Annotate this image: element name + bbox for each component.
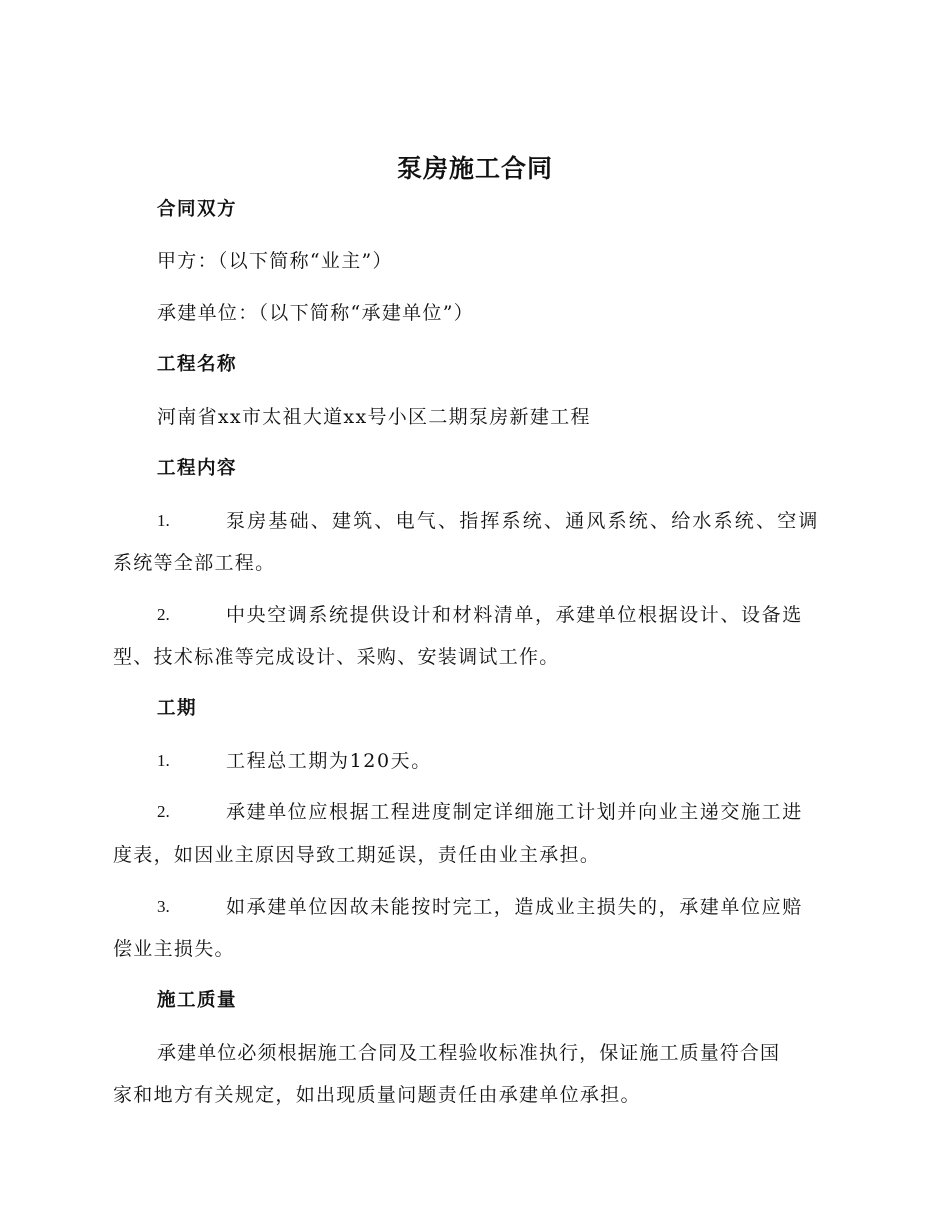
section-heading-project-content: 工程内容 bbox=[157, 458, 238, 479]
item-text-line1: 工程总工期为120天。 bbox=[226, 750, 432, 772]
quality-text-line2: 家和地方有关规定，如出现质量问题责任由承建单位承担。 bbox=[113, 1084, 641, 1106]
item-text-line2: 度表，如因业主原因导致工期延误，责任由业主承担。 bbox=[113, 844, 601, 866]
item-text-line2: 型、技术标准等完成设计、采购、安装调试工作。 bbox=[113, 646, 560, 668]
item-number: 2. bbox=[157, 605, 170, 624]
document-title: 泵房施工合同 bbox=[396, 154, 553, 183]
item-text-line2: 系统等全部工程。 bbox=[113, 552, 276, 574]
party-a-line: 甲方：（以下简称“业主”） bbox=[157, 250, 393, 272]
item-text-line1: 泵房基础、建筑、电气、指挥系统、通风系统、给水系统、空调 bbox=[226, 510, 820, 532]
item-text-line1: 承建单位应根据工程进度制定详细施工计划并向业主递交施工进 bbox=[226, 801, 803, 823]
item-number: 2. bbox=[157, 802, 170, 821]
section-heading-schedule: 工期 bbox=[157, 698, 198, 719]
quality-text-line1: 承建单位必须根据施工合同及工程验收标准执行，保证施工质量符合国 bbox=[157, 1042, 781, 1064]
section-heading-quality: 施工质量 bbox=[157, 990, 238, 1011]
item-number: 1. bbox=[157, 751, 170, 770]
section-heading-parties: 合同双方 bbox=[157, 199, 238, 220]
item-text-line2: 偿业主损失。 bbox=[113, 938, 235, 960]
item-text-line1: 如承建单位因故未能按时完工，造成业主损失的，承建单位应赔 bbox=[226, 896, 803, 918]
item-text-line1: 中央空调系统提供设计和材料清单，承建单位根据设计、设备选 bbox=[226, 604, 803, 626]
contractor-line: 承建单位：（以下简称“承建单位”） bbox=[157, 302, 475, 324]
item-number: 3. bbox=[157, 897, 170, 916]
section-heading-project-name: 工程名称 bbox=[157, 354, 238, 375]
project-name-text: 河南省xx市太祖大道xx号小区二期泵房新建工程 bbox=[157, 406, 591, 428]
item-number: 1. bbox=[157, 511, 170, 530]
